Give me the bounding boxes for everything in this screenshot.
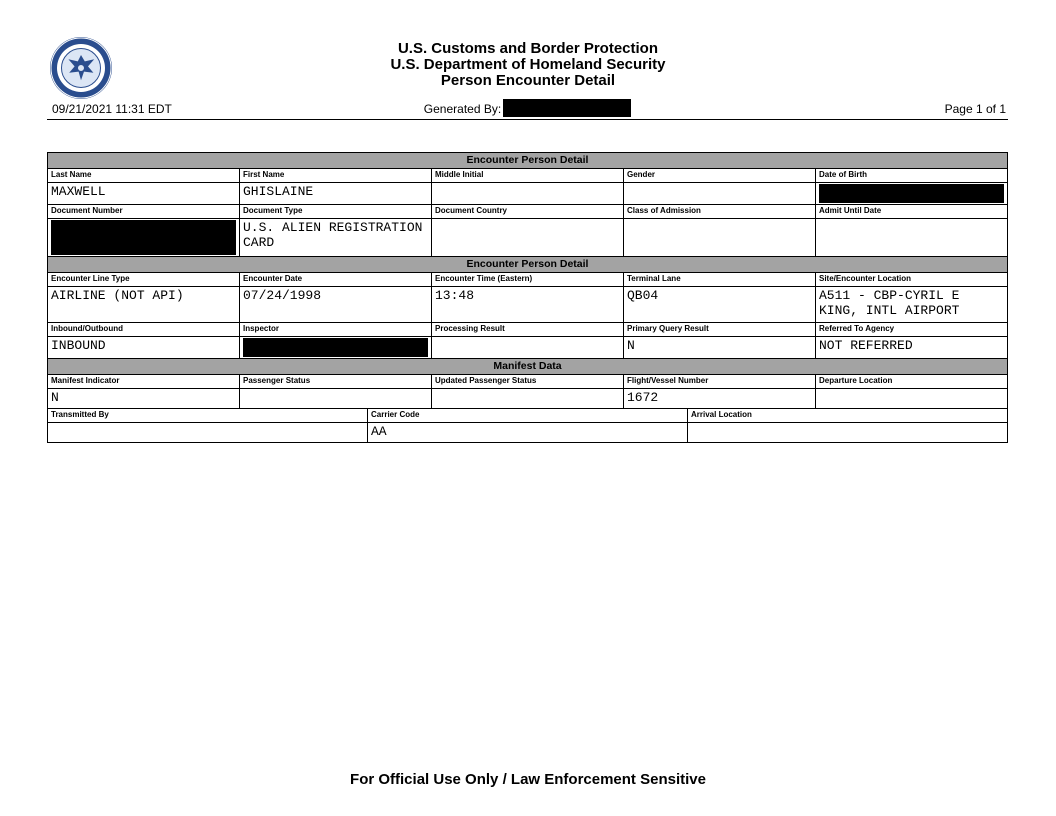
- section-title-encounter-person-detail-1: Encounter Person Detail: [48, 153, 1008, 169]
- header-terminal-lane: Terminal Lane: [624, 273, 816, 287]
- header-primary-query-result: Primary Query Result: [624, 323, 816, 337]
- cell-flight-vessel-number: 1672: [624, 389, 816, 409]
- cell-site-encounter-location: A511 - CBP-CYRIL E KING, INTL AIRPORT: [816, 287, 1008, 323]
- header-gender: Gender: [624, 169, 816, 183]
- header-departure-location: Departure Location: [816, 375, 1008, 389]
- redaction-box-date-of-birth: [819, 184, 1004, 203]
- cell-arrival-location: [688, 423, 1008, 443]
- cell-encounter-time: 13:48: [432, 287, 624, 323]
- cell-carrier-code: AA: [368, 423, 688, 443]
- header-date-of-birth: Date of Birth: [816, 169, 1008, 183]
- header-passenger-status: Passenger Status: [240, 375, 432, 389]
- header-carrier-code: Carrier Code: [368, 409, 688, 423]
- header-encounter-time: Encounter Time (Eastern): [432, 273, 624, 287]
- cell-passenger-status: [240, 389, 432, 409]
- header-manifest-indicator: Manifest Indicator: [48, 375, 240, 389]
- header-encounter-line-type: Encounter Line Type: [48, 273, 240, 287]
- cell-middle-initial: [432, 183, 624, 205]
- cell-encounter-line-type: AIRLINE (NOT API): [48, 287, 240, 323]
- header-middle-initial: Middle Initial: [432, 169, 624, 183]
- cell-first-name: GHISLAINE: [240, 183, 432, 205]
- header-inspector: Inspector: [240, 323, 432, 337]
- header-class-of-admission: Class of Admission: [624, 205, 816, 219]
- cell-document-type: U.S. ALIEN REGISTRATION CARD: [240, 219, 432, 257]
- header-referred-to-agency: Referred To Agency: [816, 323, 1008, 337]
- meta-band: [47, 99, 1008, 120]
- section-title-encounter-person-detail-2: Encounter Person Detail: [48, 257, 1008, 273]
- cell-document-country: [432, 219, 624, 257]
- header-last-name: Last Name: [48, 169, 240, 183]
- cell-terminal-lane: QB04: [624, 287, 816, 323]
- cell-departure-location: [816, 389, 1008, 409]
- redaction-box-document-number: [51, 220, 236, 255]
- cell-primary-query-result: N: [624, 337, 816, 359]
- header-flight-vessel-number: Flight/Vessel Number: [624, 375, 816, 389]
- header-document-country: Document Country: [432, 205, 624, 219]
- title-department: U.S. Department of Homeland Security: [390, 56, 666, 73]
- cell-last-name: MAXWELL: [48, 183, 240, 205]
- document-title-block: [0, 41, 1056, 89]
- title-agency: U.S. Customs and Border Protection: [397, 40, 659, 57]
- cell-inbound-outbound: INBOUND: [48, 337, 240, 359]
- header-inbound-outbound: Inbound/Outbound: [48, 323, 240, 337]
- header-processing-result: Processing Result: [432, 323, 624, 337]
- cell-inspector: [240, 337, 432, 359]
- cell-encounter-date: 07/24/1998: [240, 287, 432, 323]
- generated-by: [47, 102, 1008, 117]
- redaction-box-inspector: [243, 338, 428, 357]
- encounter-report-table: [47, 152, 1008, 443]
- cell-gender: [624, 183, 816, 205]
- header-encounter-date: Encounter Date: [240, 273, 432, 287]
- cell-document-number: [48, 219, 240, 257]
- cell-updated-passenger-status: [432, 389, 624, 409]
- page-indicator: [945, 102, 1006, 116]
- generated-timestamp: 09/21/2021 11:31 EDT: [52, 102, 172, 116]
- title-report: Person Encounter Detail: [440, 72, 616, 89]
- cell-class-of-admission: [624, 219, 816, 257]
- header-document-type: Document Type: [240, 205, 432, 219]
- section-title-manifest-data: Manifest Data: [48, 359, 1008, 375]
- header-document-number: Document Number: [48, 205, 240, 219]
- cell-date-of-birth: [816, 183, 1008, 205]
- header-admit-until-date: Admit Until Date: [816, 205, 1008, 219]
- cell-transmitted-by: [48, 423, 368, 443]
- header-first-name: First Name: [240, 169, 432, 183]
- cell-admit-until-date: [816, 219, 1008, 257]
- header-site-encounter-location: Site/Encounter Location: [816, 273, 1008, 287]
- header-updated-passenger-status: Updated Passenger Status: [432, 375, 624, 389]
- classification-footer: For Official Use Only / Law Enforcement Sensitive: [350, 771, 706, 788]
- page-number: 1: [999, 102, 1006, 116]
- redaction-box-generated-by: [503, 99, 631, 117]
- header-transmitted-by: Transmitted By: [48, 409, 368, 423]
- generated-by-label: Generated By:: [423, 102, 502, 116]
- page-label: Page 1 of: [944, 102, 996, 116]
- cell-manifest-indicator: N: [48, 389, 240, 409]
- cell-processing-result: [432, 337, 624, 359]
- cell-referred-to-agency: NOT REFERRED: [816, 337, 1008, 359]
- header-arrival-location: Arrival Location: [688, 409, 1008, 423]
